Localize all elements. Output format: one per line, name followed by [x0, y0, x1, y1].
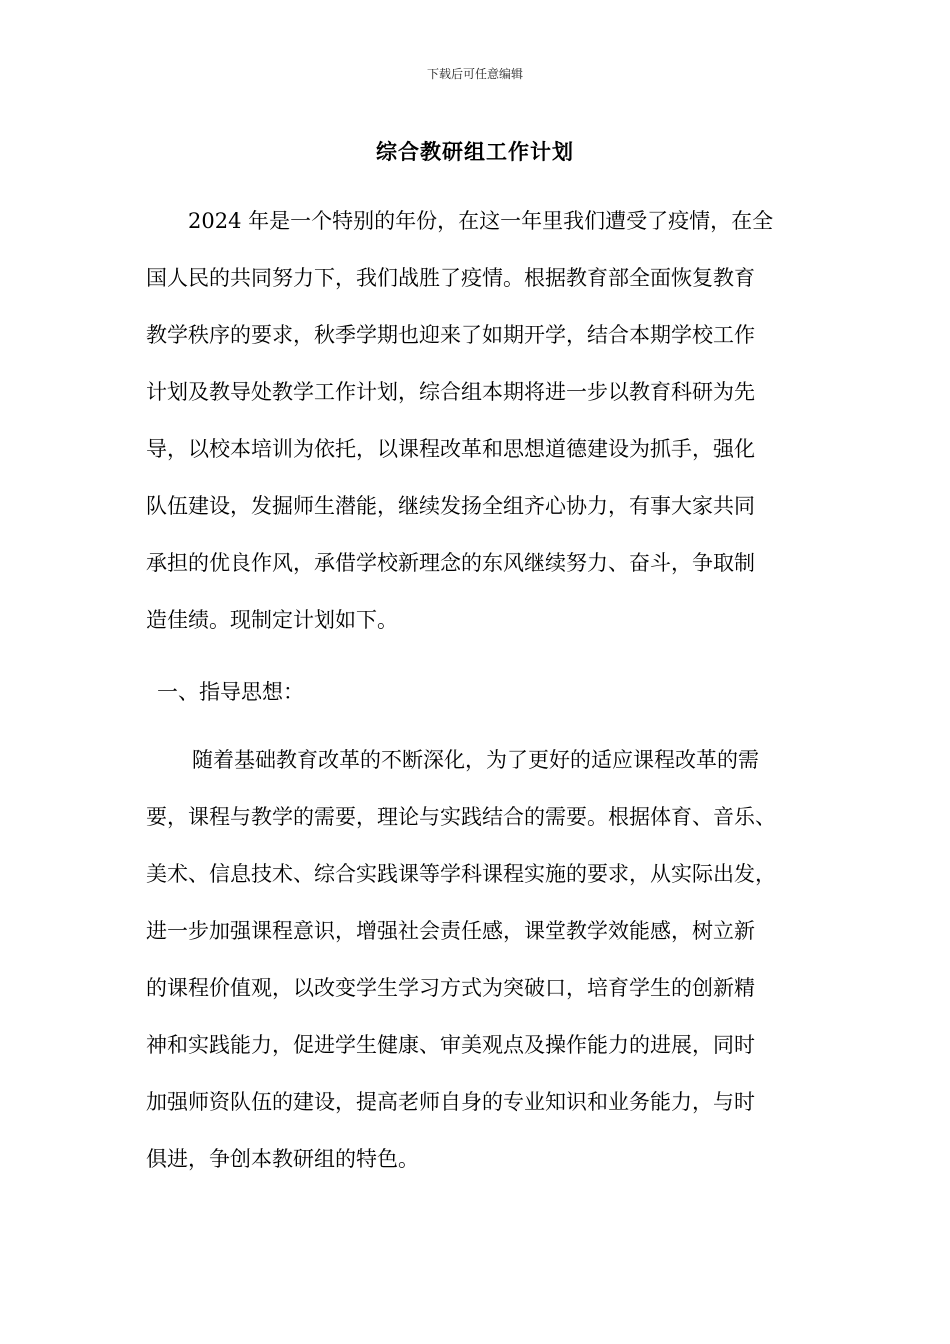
- paragraph-line: 随着基础教育改革的不断深化，为了更好的适应课程改革的需: [192, 748, 759, 772]
- paragraph-line: 神和实践能力，促进学生健康、审美观点及操作能力的进展，同时: [146, 1033, 755, 1057]
- paragraph-line: 2024 年是一个特别的年份，在这一年里我们遭受了疫情，在全: [188, 209, 774, 233]
- paragraph-line: 俱进，争创本教研组的特色。: [146, 1147, 419, 1171]
- paragraph-line: 计划及教导处教学工作计划，综合组本期将进一步以教育科研为先: [146, 380, 755, 404]
- paragraph-line: 教学秩序的要求，秋季学期也迎来了如期开学，结合本期学校工作: [146, 323, 755, 347]
- paragraph-line: 国人民的共同努力下，我们战胜了疫情。根据教育部全面恢复教育: [146, 266, 755, 290]
- paragraph-line: 的课程价值观，以改变学生学习方式为突破口，培育学生的创新精: [146, 976, 755, 1000]
- paragraph-line: 加强师资队伍的建设，提高老师自身的专业知识和业务能力，与时: [146, 1090, 755, 1114]
- paragraph-line: 导，以校本培训为依托，以课程改革和思想道德建设为抓手，强化: [146, 437, 755, 461]
- paragraph-line: 队伍建设，发掘师生潜能，继续发扬全组齐心协力，有事大家共同: [146, 494, 755, 518]
- paragraph-line: 美术、信息技术、综合实践课等学科课程实施的要求，从实际出发，: [146, 862, 776, 886]
- paragraph-line: 要，课程与教学的需要，理论与实践结合的需要。根据体育、音乐、: [146, 805, 776, 829]
- paragraph-line: 造佳绩。现制定计划如下。: [146, 608, 398, 632]
- paragraph-line: 进一步加强课程意识，增强社会责任感，课堂教学效能感，树立新: [146, 919, 755, 943]
- document-title: 综合教研组工作计划: [376, 139, 574, 164]
- page-header-note: 下载后可任意编辑: [426, 67, 523, 81]
- section-heading: 一、指导思想：: [157, 680, 304, 704]
- paragraph-line: 承担的优良作风，承借学校新理念的东风继续努力、奋斗，争取制: [146, 551, 755, 575]
